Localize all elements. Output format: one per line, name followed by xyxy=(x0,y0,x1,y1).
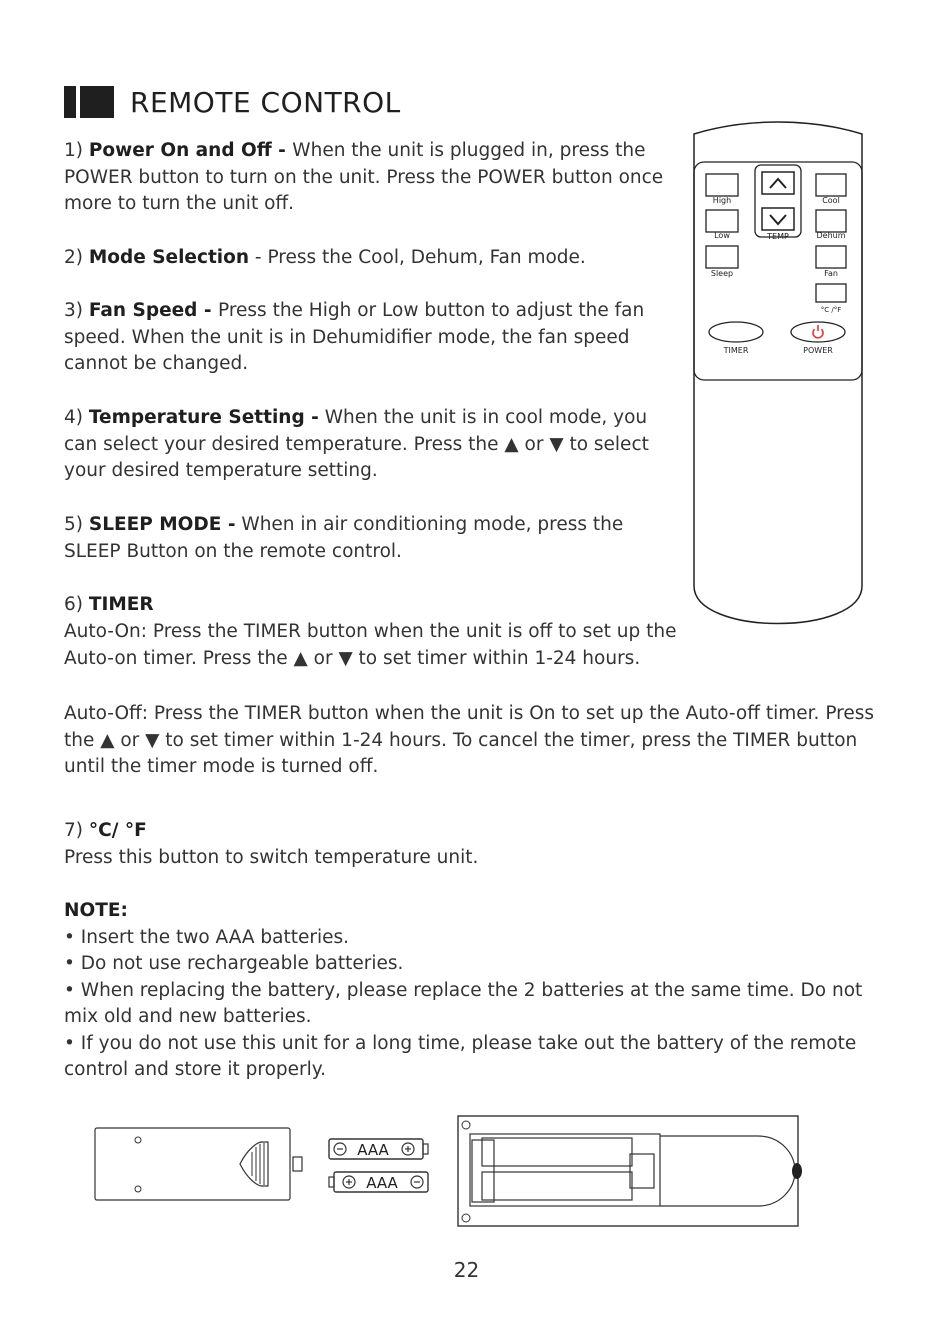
battery-installation-figures xyxy=(90,1108,810,1233)
auto-on-text xyxy=(64,619,694,672)
aaa-battery-1 xyxy=(329,1139,428,1159)
sleep-body: When in air conditioning mode, press the SLEEP Button on the remote control. xyxy=(64,514,624,562)
title-separator: - xyxy=(197,300,218,321)
unit-label: °C /°F xyxy=(820,306,842,314)
dehum-label: Dehum xyxy=(816,231,846,240)
section-number: 7) xyxy=(64,820,89,841)
section-number: 3) xyxy=(64,300,89,321)
up-arrow-icon: ▲ xyxy=(100,729,115,751)
power-title: Power On and Off xyxy=(88,140,272,161)
down-arrow-icon: ▼ xyxy=(549,433,564,455)
sleep-label: Sleep xyxy=(710,269,734,278)
unit-section xyxy=(64,818,884,871)
section-number: 5) xyxy=(64,514,89,535)
or-text: or xyxy=(518,433,550,455)
or-text: or xyxy=(114,729,146,751)
fan-label: Fan xyxy=(824,269,838,278)
battery-cover-illustration xyxy=(95,1128,302,1200)
fan-title: Fan Speed xyxy=(88,300,198,321)
high-label: High xyxy=(712,196,732,205)
up-arrow-icon: ▲ xyxy=(504,433,519,455)
note-item: • Do not use rechargeable batteries. xyxy=(64,953,404,974)
temperature-title: Temperature Setting - xyxy=(88,407,319,428)
section-number: 4) xyxy=(64,407,89,428)
title-separator: - xyxy=(249,247,268,268)
header-bar-large xyxy=(80,86,114,118)
cool-label: Cool xyxy=(822,196,840,205)
section-number: 6) xyxy=(64,594,89,615)
section-number: 2) xyxy=(64,247,89,268)
low-label: Low xyxy=(714,231,730,240)
page-title: REMOTE CONTROL xyxy=(130,85,401,119)
auto-off-body-end: to set timer within 1-24 hours. To cancel the timer, press the TIMER button until the timer mode is turned off. xyxy=(64,729,858,777)
down-arrow-icon: ▼ xyxy=(338,647,353,669)
auto-on-body: Auto-On: Press the TIMER button when the unit is off to set up the Auto-on timer. Press the xyxy=(64,621,677,669)
remote-control-illustration xyxy=(686,116,870,636)
power-section xyxy=(64,138,664,218)
auto-off-text xyxy=(64,701,884,781)
page-number: 22 xyxy=(453,1258,480,1282)
note-item: • If you do not use this unit for a long time, please take out the battery of the remote control and store it properly. xyxy=(64,1032,857,1080)
or-text: or xyxy=(307,647,339,669)
power-label: POWER xyxy=(803,346,833,355)
fan-body: Press the High or Low button to adjust the fan speed. When the unit is in Dehumidifier mode, the fan speed cannot be changed. xyxy=(64,300,645,374)
power-body: When the unit is plugged in, press the POWER button to turn on the unit. Press the POWER button once more to turn the unit off. xyxy=(64,140,664,214)
note-title: NOTE: xyxy=(64,900,128,921)
unit-body: Press this button to switch temperature unit. xyxy=(64,846,479,868)
down-arrow-icon: ▼ xyxy=(145,729,160,751)
timer-section-title xyxy=(64,592,664,619)
note-section xyxy=(64,898,884,1084)
mode-body: Press the Cool, Dehum, Fan mode. xyxy=(267,247,586,268)
fan-section xyxy=(64,298,664,378)
unit-title: °C/ °F xyxy=(88,820,147,841)
section-number: 1) xyxy=(64,140,89,161)
mode-section xyxy=(64,245,664,272)
battery-label-1: AAA xyxy=(357,1141,389,1159)
note-item: • When replacing the battery, please replace the 2 batteries at the same time. Do not mix old and new batteries. xyxy=(64,979,863,1027)
battery-label-2: AAA xyxy=(366,1174,398,1192)
mode-title: Mode Selection xyxy=(88,247,250,268)
remote-back-illustration xyxy=(458,1116,802,1226)
note-item: • Insert the two AAA batteries. xyxy=(64,926,350,948)
temperature-body-end: to select your desired temperature setting. xyxy=(64,433,649,481)
auto-off-body: Auto-Off: Press the TIMER button when the unit is On to set up the Auto-off timer. Press the xyxy=(64,703,875,751)
timer-title: TIMER xyxy=(88,594,154,615)
sleep-section xyxy=(64,512,664,565)
section-header xyxy=(64,82,401,122)
temp-label: TEMP xyxy=(767,232,789,241)
sleep-title: SLEEP MODE - xyxy=(88,514,236,535)
temperature-section xyxy=(64,405,664,485)
aaa-battery-2 xyxy=(329,1172,428,1192)
timer-label: TIMER xyxy=(723,346,749,355)
auto-on-body-end: to set timer within 1-24 hours. xyxy=(352,647,641,669)
title-separator: - xyxy=(271,140,293,161)
up-arrow-icon: ▲ xyxy=(293,647,308,669)
header-bar-small xyxy=(64,86,76,118)
temperature-body: When the unit is in cool mode, you can select your desired temperature. Press the xyxy=(64,407,648,455)
